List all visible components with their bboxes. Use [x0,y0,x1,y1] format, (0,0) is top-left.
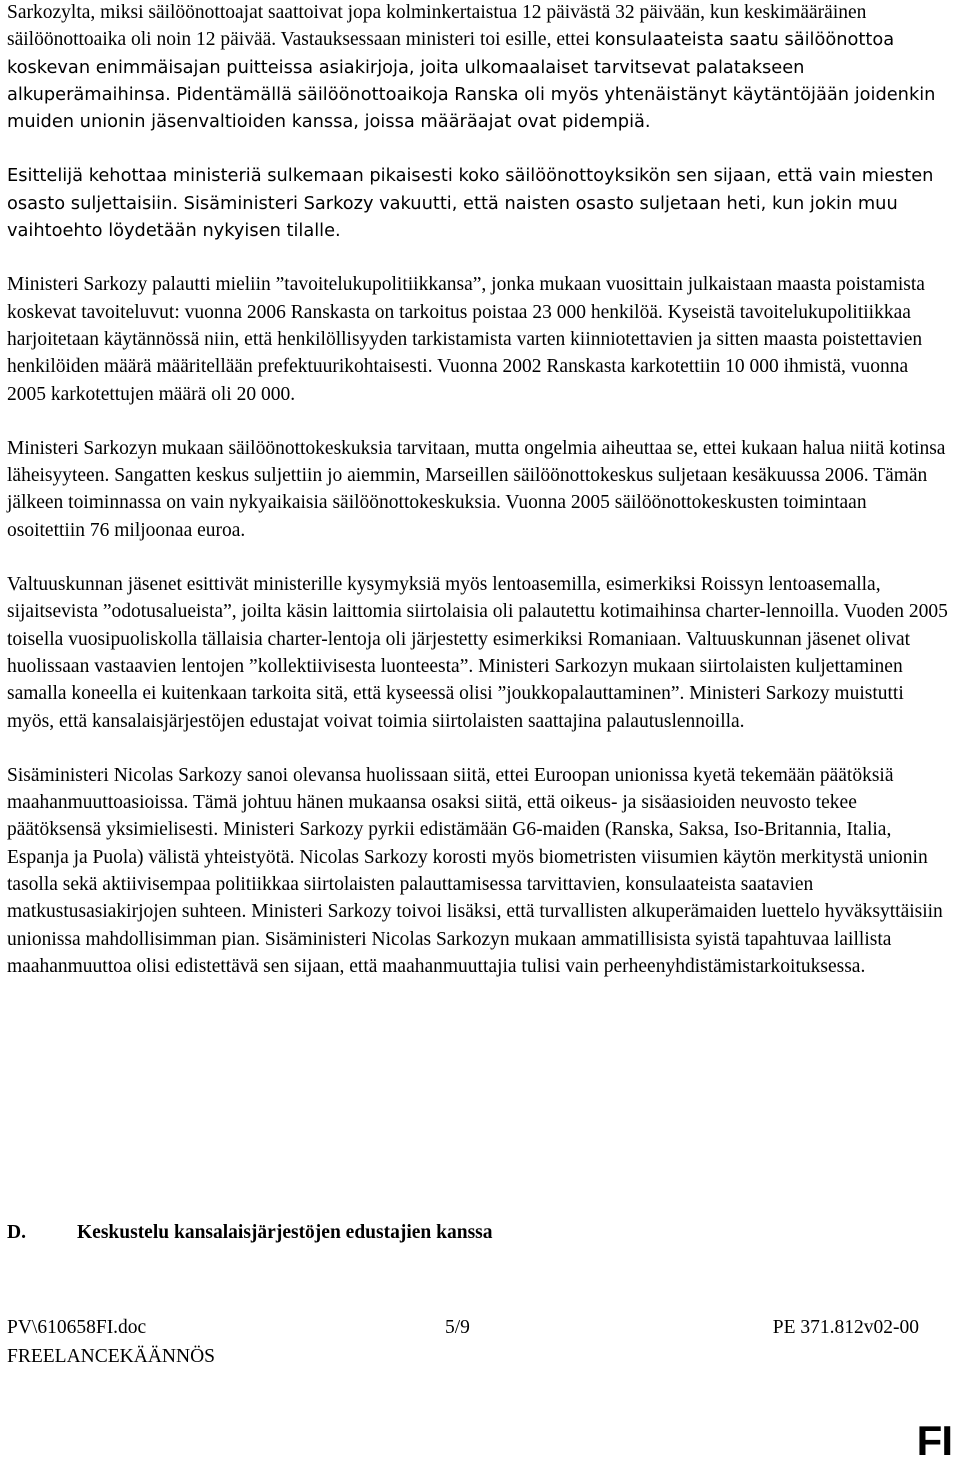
language-mark: FI [916,1417,952,1464]
section-heading [7,1219,493,1246]
paragraph-3: Ministeri Sarkozy palautti mieliin ”tavoitelukupolitiikkansa”, jonka mukaan vuosittain julkaistaan maasta poistamista koskevat tavoiteluvut: vuonna 2006 Ranskasta on tarkoitus poistaa 23 000 henkilöä. Kyseistä tavoitelukupolitiikkaa harjoitetaan käytännössä niin, että henkilöllisyyden tarkistamista varten kiinniotettavien ja sitten maasta poistettavien henkilöiden määrä määritellään prefektuurikohtaisesti. Vuonna 2002 Ranskasta karkotettiin 10 000 ihmistä, vuonna 2005 karkotettujen määrä oli 20 000. [7,274,925,405]
paragraph-2: Esittelijä kehottaa ministeriä sulkemaan pikaisesti koko säilöönottoyksikön sen sijaan, että vain miesten osasto suljettaisiin. Sisäministeri Sarkozy vakuutti, että naisten osasto suljetaan heti, kun jokin muu vaihtoehto löydetään nykyisen tilalle. [7,165,934,242]
section-title: Keskustelu kansalaisjärjestöjen edustajien kanssa [77,1222,493,1243]
footer-pe-number: PE 371.812v02-00 [772,1317,919,1338]
paragraph-1-serif: Sarkozylta, miksi säilöönottoajat saattoivat jopa kolminkertaistua 12 päivästä 32 päivään, kun keskimääräinen säilöönottoaika oli noin 12 päivää. Vastauksessaan ministeri toi esille, ettei [7,2,867,51]
paragraph-6: Sisäministeri Nicolas Sarkozy sanoi olevansa huolissaan siitä, ettei Euroopan unionissa kyetä tekemään päätöksiä maahanmuuttoasioissa. Tämä johtuu hänen mukaansa osaksi siitä, että oikeus- ja sisäasioiden neuvosto tekee päätöksensä yksimielisesti. Ministeri Sarkozy pyrkii edistämään G6-maiden (Ranska, Saksa, Iso-Britannia, Italia, Espanja ja Puola) välistä yhteistyötä. Nicolas Sarkozy korosti myös biometristen viisumien käytön merkitystä unionin tasolla sekä aktiivisempaa politiikkaa siirtolaisten palauttamisessa tarvittavien, konsulaateista saatavien matkustusasiakirjojen suhteen. Ministeri Sarkozy toivoi lisäksi, että turvallisten alkuperämaiden luettelo hyväksyttäisiin unionissa mahdollisimman pian. Sisäministeri Nicolas Sarkozyn mukaan ammatillisista syistä tapahtuvaa laillista maahanmuuttoa olisi edistettävä sen sijaan, että maahanmuuttajia tulisi vain perheenyhdistämistarkoituksessa. [7,764,943,977]
paragraph-5: Valtuuskunnan jäsenet esittivät ministerille kysymyksiä myös lentoasemilla, esimerkiksi Roissyn lentoasemalla, sijaitsevista ”odotusalueista”, joilta käsin laittomia siirtolaisia oli palautettu kotimaihinsa charter-lennoilla. Vuoden 2005 toisella vuosipuoliskolla tällaisia charter-lentoja oli järjestetty esimerkiksi Romaniaan. Valtuuskunnan jäsenet olivat huolissaan vastaavien lentojen ”kollektiivisesta luonteesta”. Ministeri Sarkozyn mukaan siirtolaisten kuljettaminen samalla koneella ei kuitenkaan tarkoita sitä, että kyseessä olisi ”joukkopalauttaminen”. Ministeri Sarkozy muistutti myös, että kansalaisjärjestöjen edustajat voivat toimia siirtolaisten saattajina palautuslennoilla. [7,574,948,732]
footer-page-number: 5/9 [445,1317,470,1338]
section-letter: D. [7,1222,26,1243]
footer-doc-reference: PV\610658FI.doc [7,1317,147,1338]
footer-office-label: FREELANCEKÄÄNNÖS [7,1346,216,1367]
page-footer [7,1317,919,1347]
paragraph-1-sans: konsulaateista saatu säilöönottoa koskevan enimmäisajan puitteissa asiakirjoja, joita ulkomaalaiset tarvitsevat palatakseen alkuperämaihinsa. Pidentämällä säilöönottoaikoja Ranska oli myös yhtenäistänyt käytäntöjään joidenkin muiden unionin jäsenvaltioiden kanssa, joissa määräajat ovat pidempiä. [7,29,936,133]
document-body [7,0,949,1007]
paragraph-4: Ministeri Sarkozyn mukaan säilöönottokeskuksia tarvitaan, mutta ongelmia aiheuttaa se, ettei kukaan halua niitä kotinsa läheisyyteen. Sangatten keskus suljettiin jo aiemmin, Marseillen säilöönottokeskus suljetaan kesäkuussa 2006. Tämän jälkeen toiminnassa on vain nykyaikaisia säilöönottokeskuksia. Vuonna 2005 säilöönottokeskusten toimintaan osoitettiin 76 miljoonaa euroa. [7,437,946,541]
paragraph-1 [7,0,949,135]
